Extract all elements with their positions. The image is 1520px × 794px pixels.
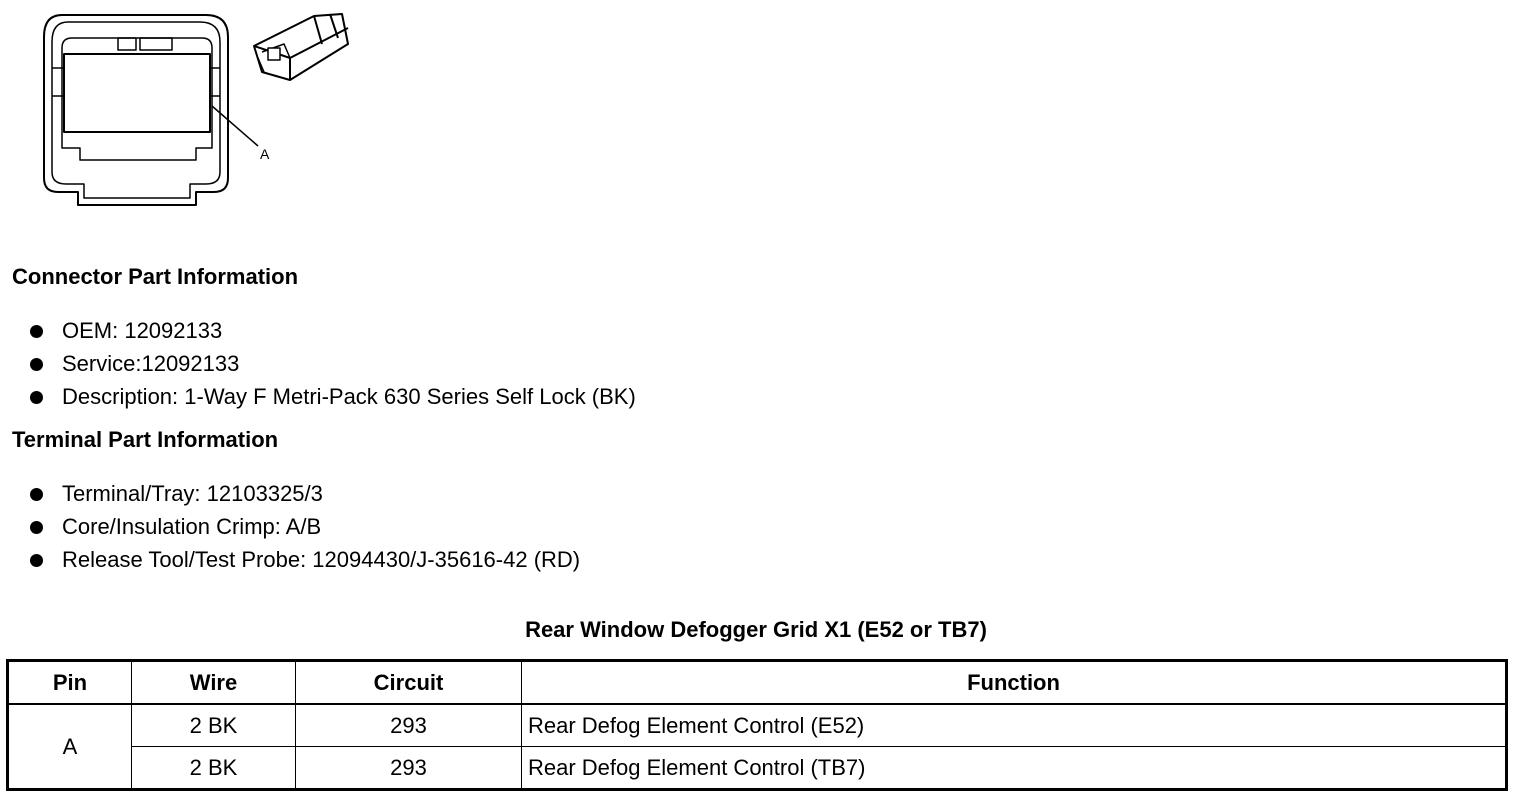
table-row [8, 747, 1507, 790]
table-title: Rear Window Defogger Grid X1 (E52 or TB7) [525, 617, 987, 642]
connector-part-info-heading: Connector Part Information [12, 264, 299, 289]
pinout-table [6, 659, 1508, 791]
list-item: Core/Insulation Crimp: A/B [30, 514, 580, 547]
connector-part-info-list [30, 318, 636, 417]
connector-diagram [0, 0, 380, 220]
header-wire: Wire [132, 661, 296, 705]
pin-cell: A [8, 704, 132, 790]
function-cell: Rear Defog Element Control (TB7) [522, 747, 1507, 790]
list-item: Service:12092133 [30, 351, 636, 384]
circuit-cell: 293 [296, 747, 522, 790]
header-circuit: Circuit [296, 661, 522, 705]
terminal-part-info-list [30, 481, 580, 580]
table-row [8, 704, 1507, 747]
list-item: OEM: 12092133 [30, 318, 636, 351]
header-pin: Pin [8, 661, 132, 705]
list-item: Description: 1-Way F Metri-Pack 630 Series Self Lock (BK) [30, 384, 636, 417]
header-function: Function [522, 661, 1507, 705]
list-item: Terminal/Tray: 12103325/3 [30, 481, 580, 514]
wire-cell: 2 BK [132, 704, 296, 747]
callout-label-a: A [260, 146, 270, 162]
function-cell: Rear Defog Element Control (E52) [522, 704, 1507, 747]
table-header-row [8, 661, 1507, 705]
terminal-part-info-heading: Terminal Part Information [12, 427, 279, 452]
list-item: Release Tool/Test Probe: 12094430/J-35616-42 (RD) [30, 547, 580, 580]
connector-iso-icon [254, 14, 348, 80]
wire-cell: 2 BK [132, 747, 296, 790]
circuit-cell: 293 [296, 704, 522, 747]
